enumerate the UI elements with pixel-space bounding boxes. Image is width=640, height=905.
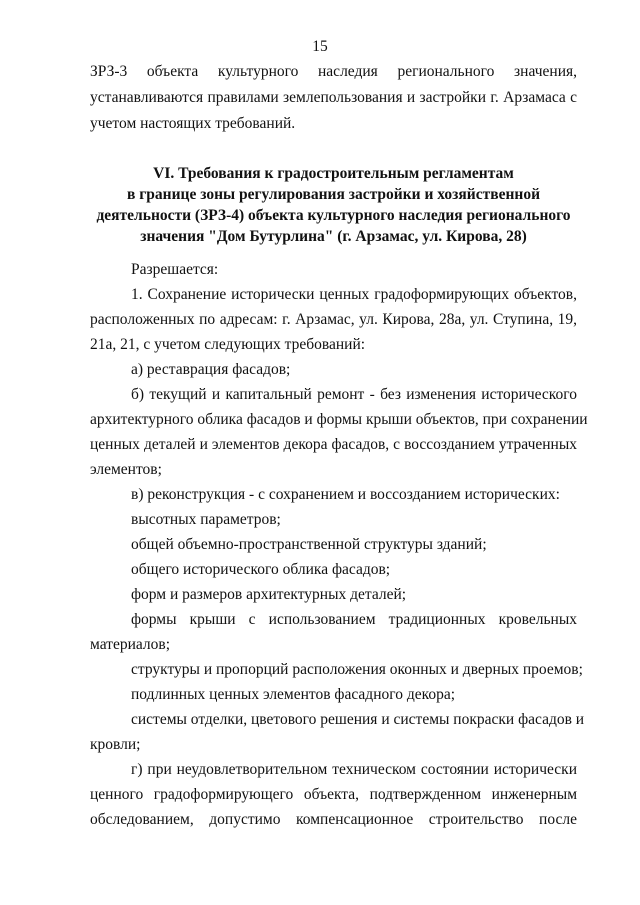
text-line: расположенных по адресам: г. Арзамас, ул. Кирова, 28а, ул. Ступина, 19, bbox=[90, 311, 577, 328]
text-line: формы крыши с использованием традиционных кровельных bbox=[131, 611, 577, 628]
text-line: общей объемно-пространственной структуры зданий; bbox=[131, 536, 487, 553]
section-heading: деятельности (ЗРЗ-4) объекта культурного наследия регионального bbox=[96, 207, 571, 224]
text-line: архитектурного облика фасадов и формы крыши объектов, при сохранении bbox=[90, 411, 588, 428]
text-line: форм и размеров архитектурных деталей; bbox=[131, 586, 407, 603]
text-line: ценных деталей и элементов декора фасадов, с воссозданием утраченных bbox=[90, 436, 577, 453]
text-line: элементов; bbox=[90, 461, 162, 478]
text-line: Разрешается: bbox=[131, 261, 219, 278]
text-line: г) при неудовлетворительном техническом состоянии исторически bbox=[131, 761, 577, 778]
text-line: подлинных ценных элементов фасадного декора; bbox=[131, 686, 456, 703]
text-line: высотных параметров; bbox=[131, 511, 281, 528]
text-line: материалов; bbox=[90, 636, 171, 653]
section-heading: VI. Требования к градостроительным регламентам bbox=[153, 165, 514, 182]
text-line: учетом настоящих требований. bbox=[90, 115, 296, 132]
text-line: обследованием, допустимо компенсационное строительство после bbox=[90, 811, 577, 828]
text-line: б) текущий и капитальный ремонт - без изменения исторического bbox=[131, 386, 577, 403]
text-line: в) реконструкция - с сохранением и воссозданием исторических: bbox=[131, 486, 560, 503]
text-line: ценного градоформирующего объекта, подтвержденном инженерным bbox=[90, 786, 577, 803]
text-line: устанавливаются правилами землепользования и застройки г. Арзамаса с bbox=[90, 89, 577, 106]
text-line: кровли; bbox=[90, 736, 141, 753]
page-number: 15 bbox=[312, 38, 328, 55]
text-line: общего исторического облика фасадов; bbox=[131, 561, 391, 578]
text-line: а) реставрация фасадов; bbox=[131, 361, 291, 378]
text-line: ЗРЗ-3 объекта культурного наследия регионального значения, bbox=[90, 63, 577, 80]
text-line: 21а, 21, с учетом следующих требований: bbox=[90, 336, 366, 353]
text-line: 1. Сохранение исторически ценных градоформирующих объектов, bbox=[131, 286, 577, 303]
text-line: системы отделки, цветового решения и системы покраски фасадов и bbox=[131, 711, 585, 728]
section-heading: значения "Дом Бутурлина" (г. Арзамас, ул. Кирова, 28) bbox=[140, 228, 527, 245]
text-line: структуры и пропорций расположения оконных и дверных проемов; bbox=[131, 661, 583, 678]
section-heading: в границе зоны регулирования застройки и хозяйственной bbox=[127, 186, 540, 203]
